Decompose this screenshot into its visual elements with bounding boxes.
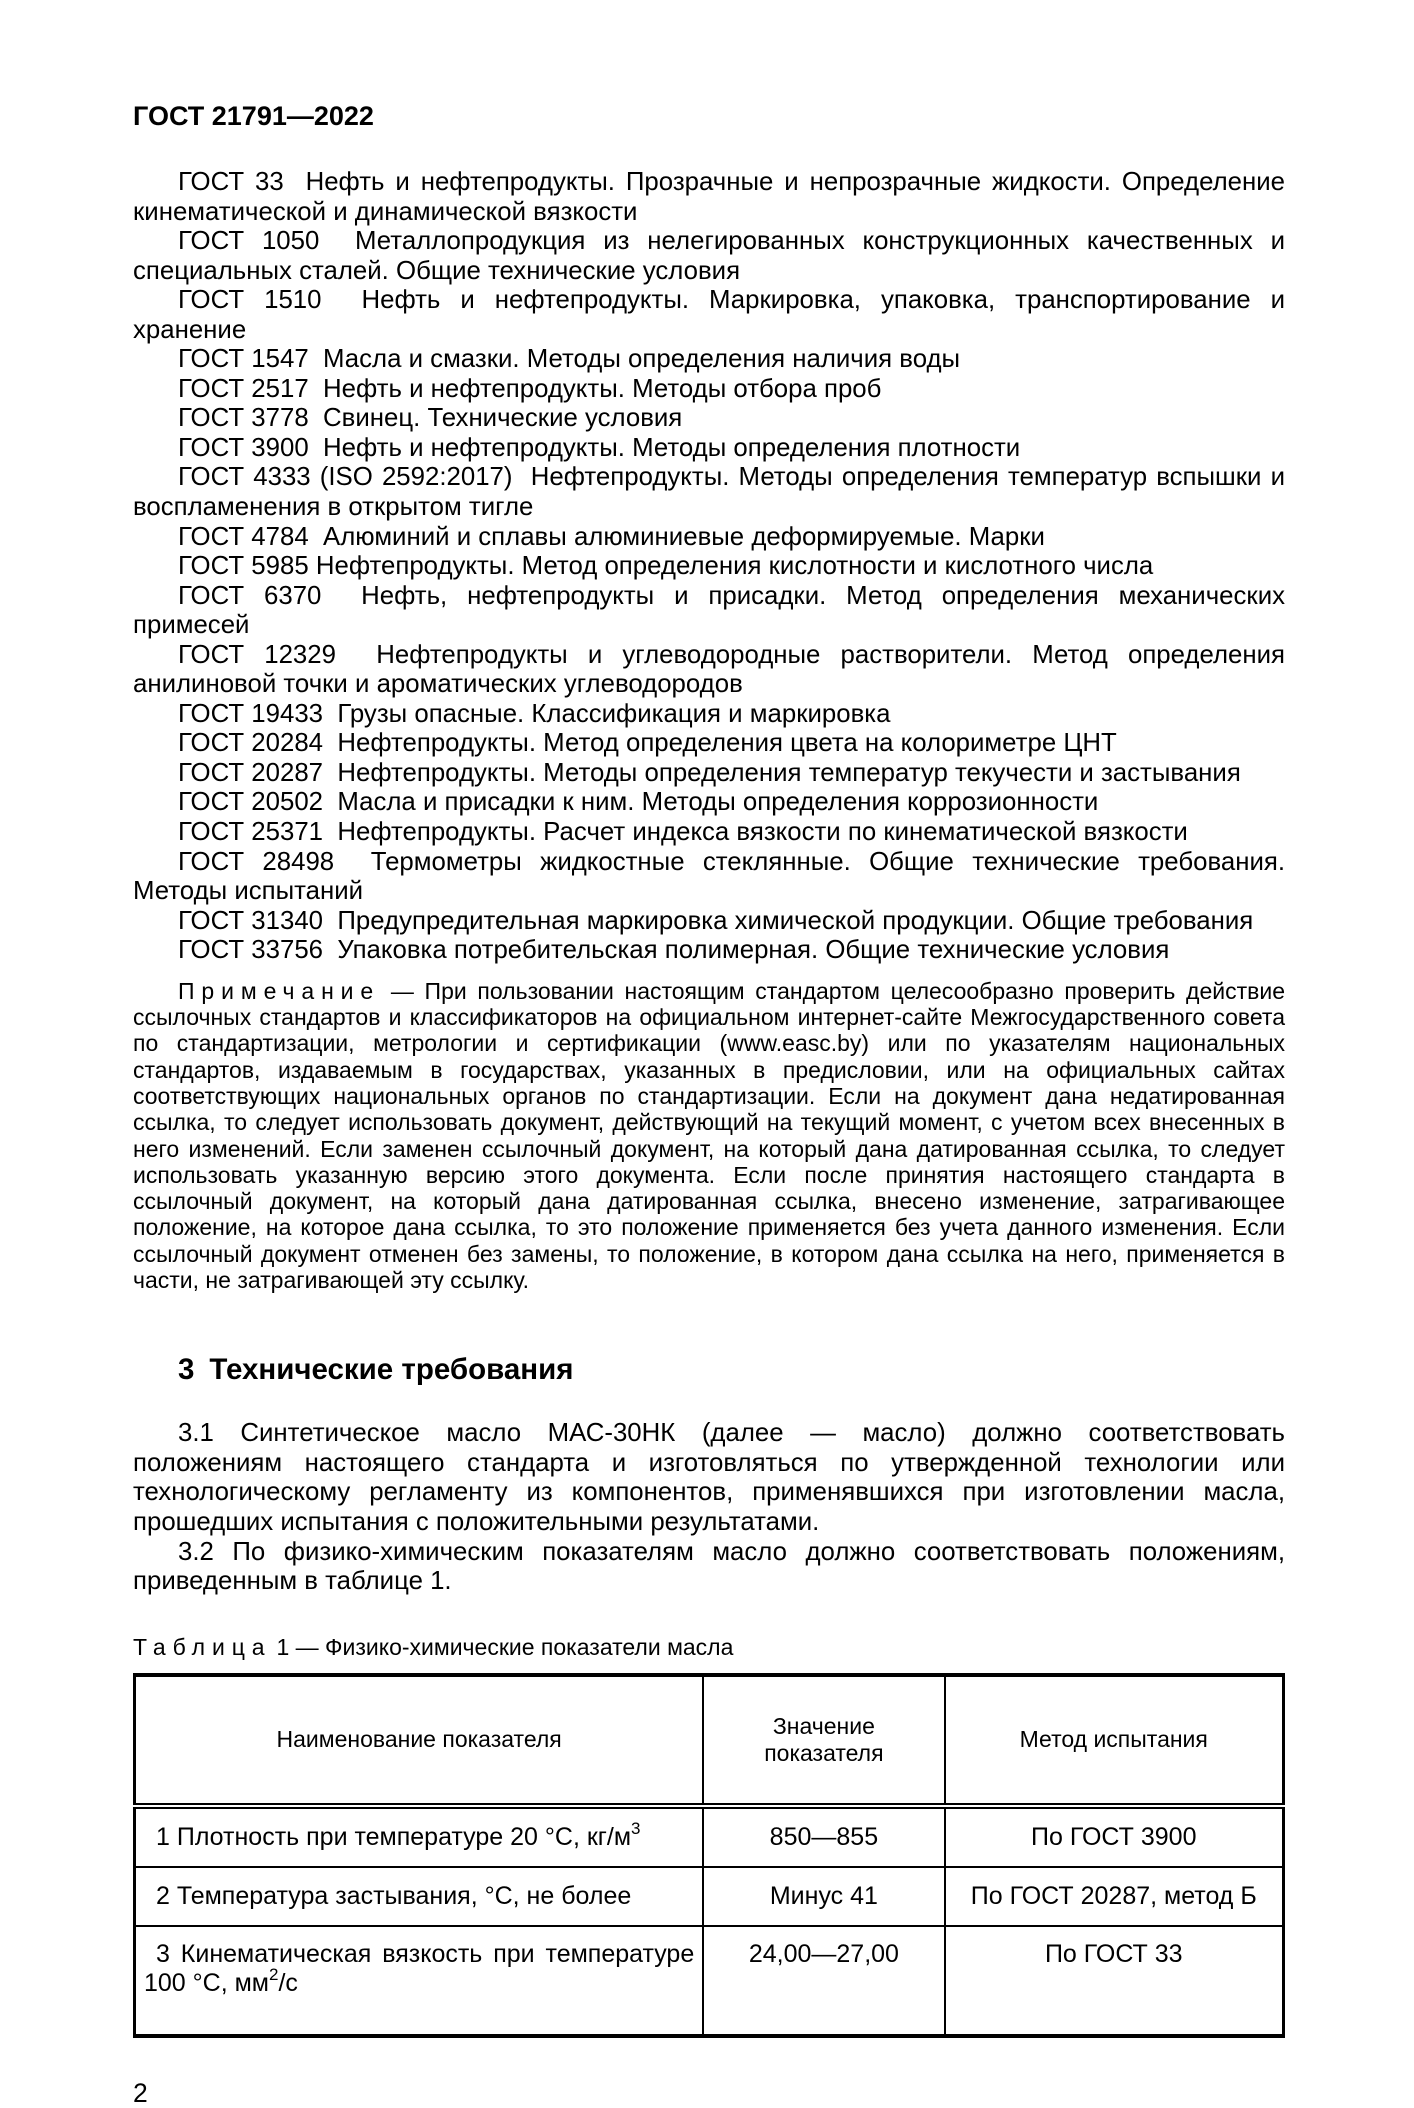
test-method-cell: По ГОСТ 20287, метод Б <box>945 1867 1284 1926</box>
table-header-row <box>135 1675 1284 1806</box>
table-caption-text: 1 — Физико-химические показатели масла <box>276 1633 734 1660</box>
reference-item: ГОСТ 33 Нефть и нефтепродукты. Прозрачные и непрозрачные жидкости. Определение кинематической и динамической вязкости <box>133 168 1285 226</box>
reference-item: ГОСТ 3778 Свинец. Технические условия <box>178 404 683 433</box>
indicator-name-cell: 1 Плотность при температуре 20 °С, $кг/м^3$ <box>135 1806 704 1867</box>
table-row <box>135 1806 1284 1867</box>
reference-item: ГОСТ 5985 Нефтепродукты. Метод определения кислотности и кислотного числа <box>178 552 1154 581</box>
reference-item: ГОСТ 3900 Нефть и нефтепродукты. Методы определения плотности <box>178 433 1021 462</box>
reference-item: ГОСТ 31340 Предупредительная маркировка химической продукции. Общие требования <box>178 906 1254 935</box>
reference-item: ГОСТ 25371 Нефтепродукты. Расчет индекса вязкости по кинематической вязкости <box>178 818 1188 847</box>
column-header-method: Метод испытания <box>945 1675 1284 1806</box>
column-header-value: Значение показателя <box>703 1675 944 1806</box>
reference-item: ГОСТ 20287 Нефтепродукты. Методы определения температур текучести и застывания <box>178 758 1241 787</box>
indicator-name-cell: 3 Кинематическая вязкость при температуре 100 °С, $мм^2/с$ <box>135 1926 704 2036</box>
test-method-cell: По ГОСТ 33 <box>945 1926 1284 2036</box>
table-caption <box>133 1635 1285 1659</box>
indicator-name-cell: 2 Температура застывания, °С, не более <box>135 1867 704 1926</box>
note-text: — При пользовании настоящим стандартом целесообразно проверить действие ссылочных стандартов и классификаторов на официальном интернет-сайте Межгосударственного совета по стандартизации, метрологии и сертификации (www.easc.by) или по указателям национальных стандартов, издаваемым в государствах, указанных в предисловии, или на официальных сайтах соответствующих национальных органов по стандартизации. Если на документ дана недатированная ссылка, то следует использовать документ, действующий на текущий момент, с учетом всех внесенных в него изменений. Если заменен ссылочный документ, на который дана датированная ссылка, то следует использовать указанную версию этого документа. Если после принятия настоящего стандарта в ссылочный документ, на который дана датированная ссылка, внесено изменение, затрагивающее положение, на которое дана ссылка, то это положение применяется без учета данного изменения. Если ссылочный документ отменен без замены, то положение, в котором дана ссылка на него, применяется в части, не затрагивающей эту ссылку. <box>133 977 1285 1294</box>
references-section <box>133 168 1285 966</box>
reference-item: ГОСТ 6370 Нефть, нефтепродукты и присадки. Метод определения механических примесей <box>133 581 1285 640</box>
table-caption-label: Таблица <box>133 1633 272 1660</box>
reference-item: ГОСТ 4333 (ISO 2592:2017) Нефтепродукты. Методы определения температур вспышки и воспламенения в открытом тигле <box>133 463 1285 522</box>
test-method-cell: По ГОСТ 3900 <box>945 1806 1284 1867</box>
reference-item: ГОСТ 4784 Алюминий и сплавы алюминиевые деформируемые. Марки <box>178 522 1045 551</box>
superscript: 3 <box>631 1819 641 1839</box>
section-heading <box>133 1355 1285 1385</box>
section-number: 3 <box>178 1353 195 1387</box>
reference-item: ГОСТ 20284 Нефтепродукты. Метод определения цвета на колориметре ЦНТ <box>178 729 1117 758</box>
reference-item: ГОСТ 1547 Масла и смазки. Методы определения наличия воды <box>178 345 961 374</box>
paragraph-3-1: 3.1 Синтетическое масло МАС-30НК (далее — масло) должно соответствовать положениям настоящего стандарта и изготовляться по утвержденной технологии или технологическому регламенту из компонентов, применявшихся при изготовлении масла, прошедших испытания с положительными результатами. <box>133 1419 1285 1536</box>
reference-item: ГОСТ 28498 Термометры жидкостные стеклянные. Общие технические требования. Методы испытаний <box>133 847 1285 906</box>
note-paragraph <box>133 978 1285 1294</box>
reference-item: ГОСТ 20502 Масла и присадки к ним. Методы определения коррозионности <box>178 788 1099 817</box>
table-row <box>135 1867 1284 1926</box>
doc-code: ГОСТ 21791—2022 <box>133 101 374 131</box>
superscript: 2 <box>268 1965 279 1985</box>
reference-item: ГОСТ 1050 Металлопродукция из нелегированных конструкционных качественных и специальных сталей. Общие технические условия <box>133 227 1285 285</box>
indicator-value-cell: 850—855 <box>703 1806 944 1867</box>
reference-item: ГОСТ 12329 Нефтепродукты и углеводородные растворители. Метод определения анилиновой точки и ароматических углеводородов <box>133 640 1285 699</box>
section-title: Технические требования <box>209 1353 574 1387</box>
reference-item: ГОСТ 19433 Грузы опасные. Классификация и маркировка <box>178 699 891 728</box>
reference-item: ГОСТ 1510 Нефть и нефтепродукты. Маркировка, упаковка, транспортирование и хранение <box>133 286 1285 344</box>
column-header-name: Наименование показателя <box>135 1675 704 1806</box>
reference-item: ГОСТ 33756 Упаковка потребительская полимерная. Общие технические условия <box>178 936 1170 965</box>
physico-chemical-table <box>133 1673 1285 2038</box>
table-row <box>135 1926 1284 2036</box>
page-number: 2 <box>133 2077 148 2108</box>
reference-item: ГОСТ 2517 Нефть и нефтепродукты. Методы отбора проб <box>178 374 882 403</box>
note-label: Примечание <box>178 977 381 1004</box>
indicator-value-cell: Минус 41 <box>703 1867 944 1926</box>
indicator-value-cell: 24,00—27,00 <box>703 1926 944 2036</box>
paragraph-3-2: 3.2 По физико-химическим показателям масло должно соответствовать положениям, приведенным в таблице 1. <box>133 1537 1285 1596</box>
